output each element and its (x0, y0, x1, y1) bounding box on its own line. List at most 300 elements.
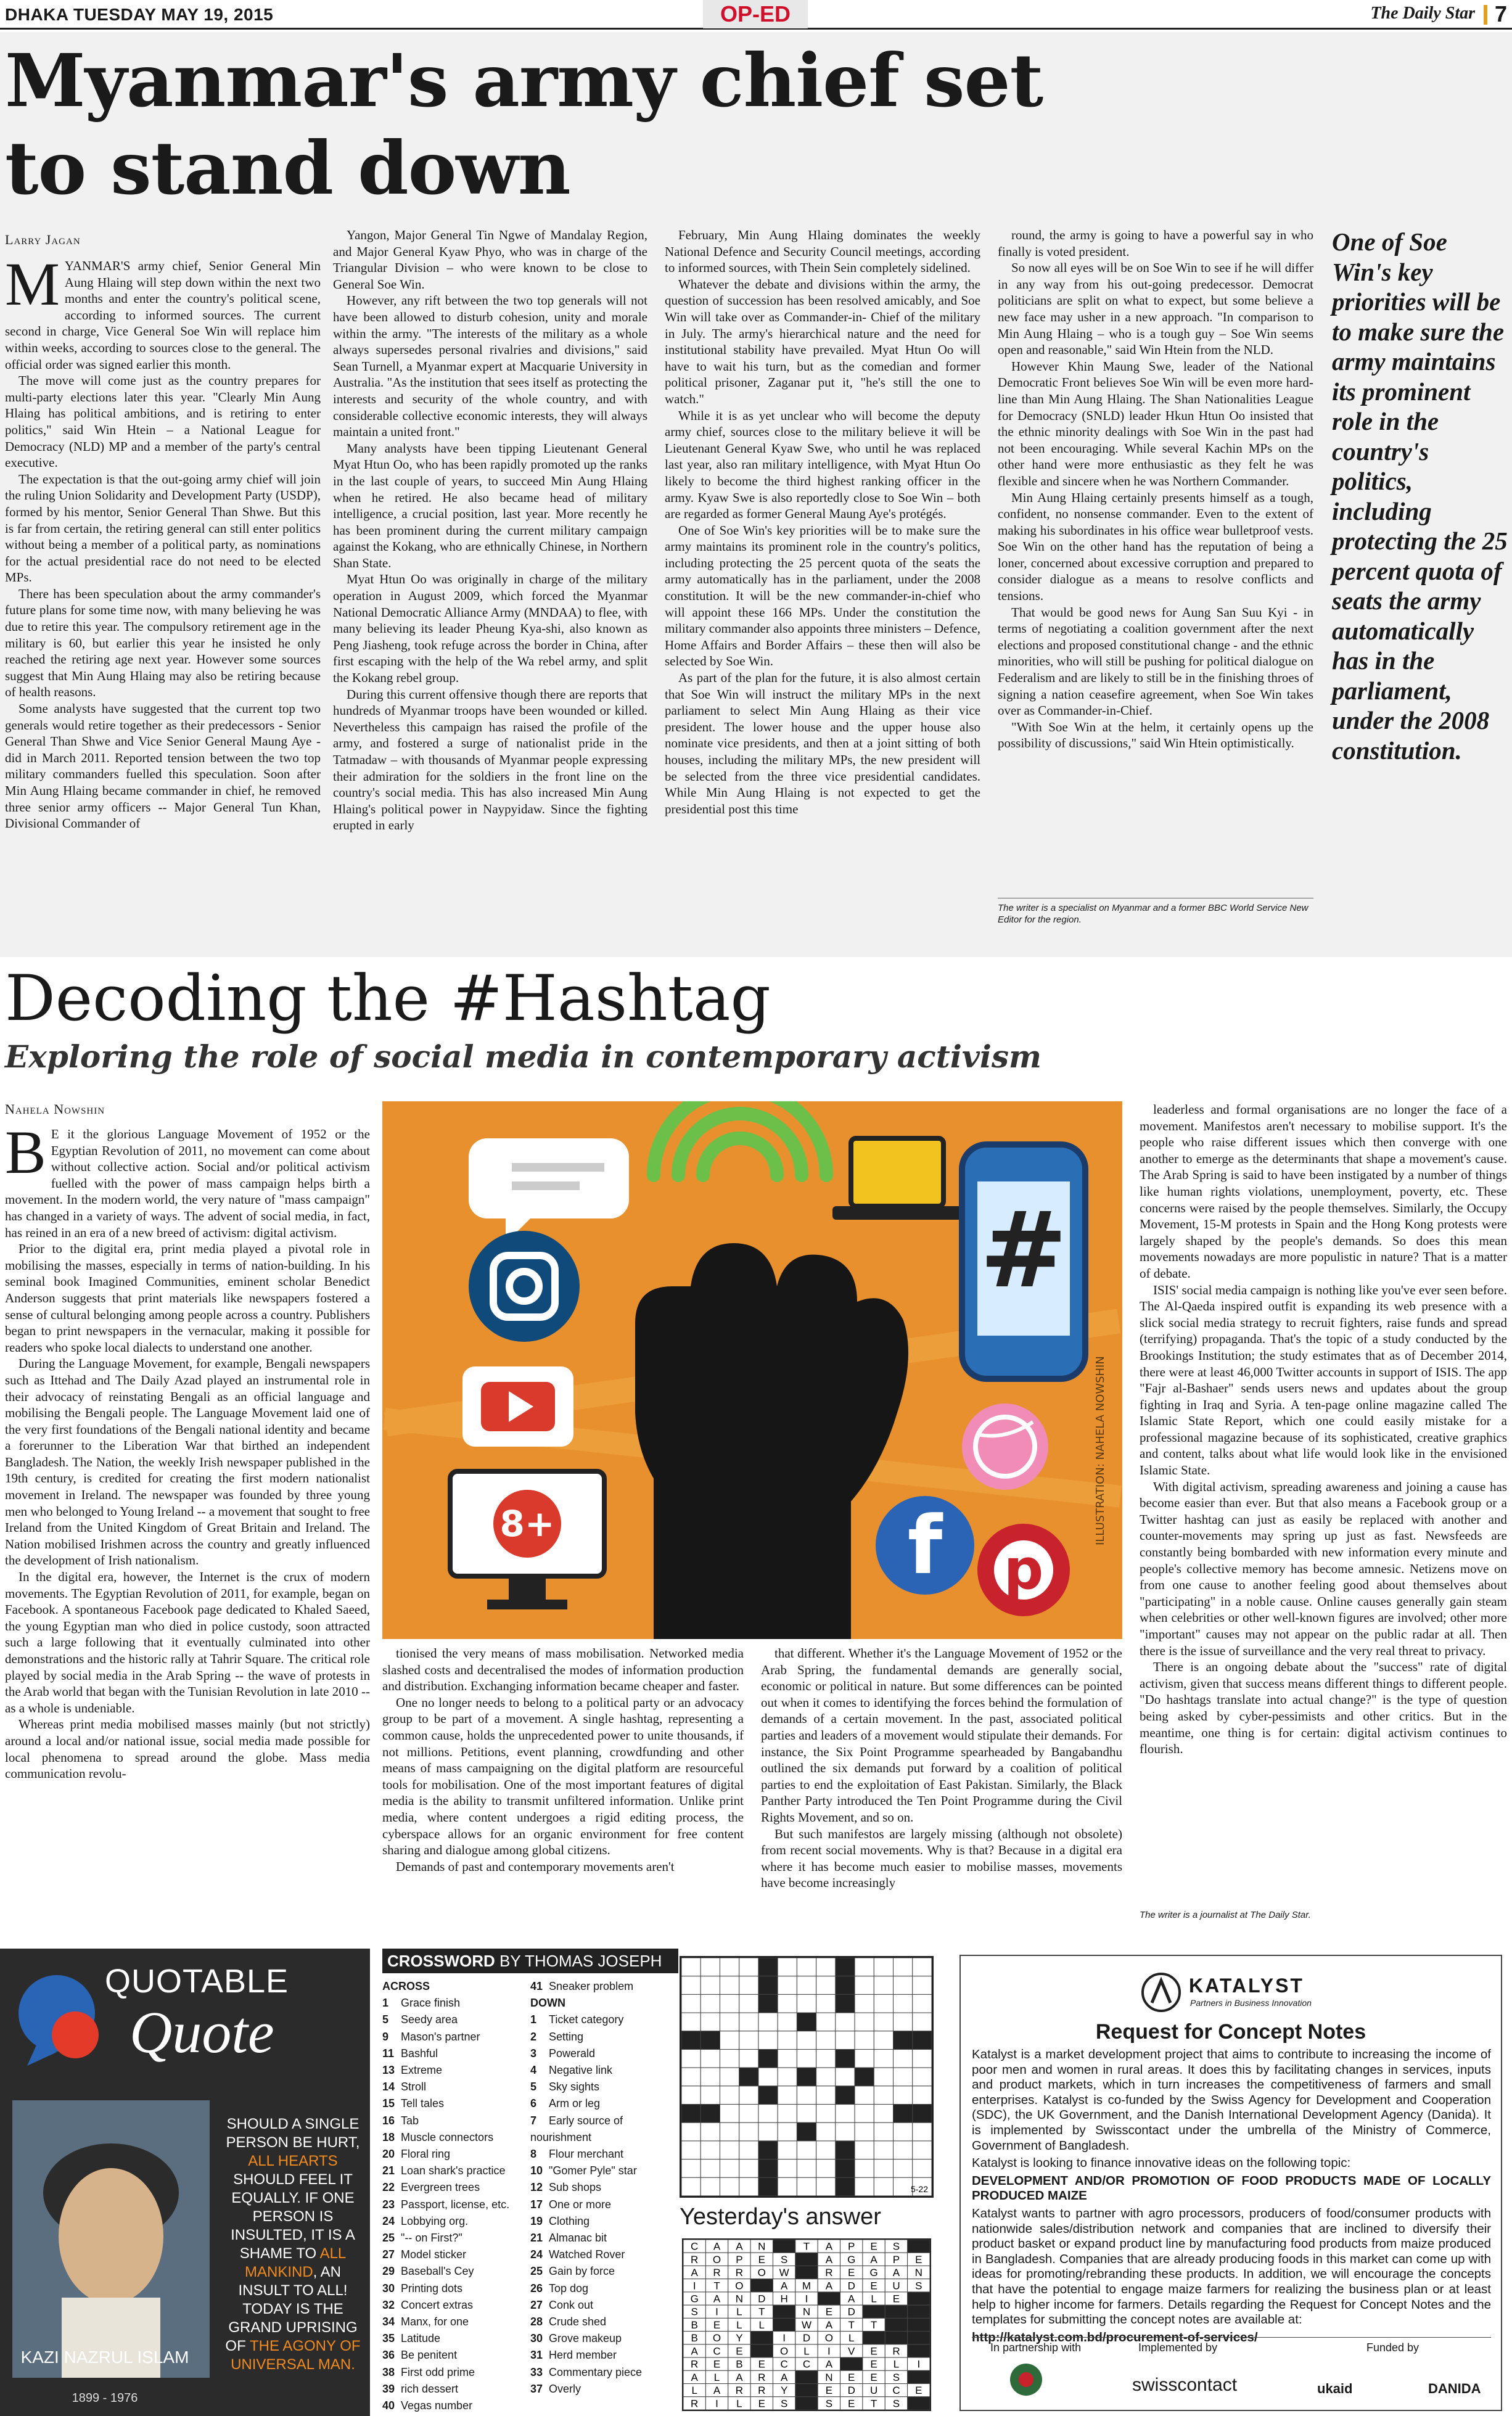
answer-cell (908, 2344, 930, 2357)
grid-cell[interactable] (816, 2068, 836, 2086)
grid-cell[interactable] (913, 2141, 932, 2159)
paragraph: Yangon, Major General Tin Ngwe of Mandalay Region, and Major General Kyaw Phyo, who was in charge of the Triangular Division – who were known to be close to General Soe Win. (333, 228, 647, 292)
answer-cell (750, 2344, 773, 2357)
paragraph: Demands of past and contemporary movements aren't (396, 1859, 675, 1874)
answer-letter: A (691, 2345, 698, 2357)
grid-cell[interactable] (778, 1958, 797, 1976)
clue: 2 Setting (530, 2029, 672, 2045)
clue-number: 6 (530, 2097, 537, 2110)
paragraph: Some analysts have suggested that the current top two generals would retire together as their predecessors - Senior General Than Shwe and Vice Senior General Maung Aye - did in March 2011. Reported tension between the two top military commanders fuelled this speculation. Soon after Min Aung Hlaing became commander in chief, he removed three senior army officers -- Major General Tun Khan, Divisional Commander of (5, 701, 321, 831)
grid-cell[interactable] (855, 2177, 874, 2196)
grid-cell (739, 2068, 758, 2086)
grid-cell[interactable] (701, 2086, 720, 2105)
grid-cell[interactable] (720, 2105, 739, 2123)
quote-text (222, 2115, 364, 2374)
answer-letter: E (848, 2398, 855, 2410)
grid-cell[interactable] (874, 2177, 893, 2196)
article1-col1 (5, 258, 321, 926)
grid-cell[interactable] (797, 1958, 816, 1976)
clue: 20 Floral ring (382, 2146, 524, 2163)
grid-cell[interactable] (836, 2122, 855, 2141)
answer-letter: C (780, 2358, 788, 2370)
clue: 30 Grove makeup (530, 2330, 672, 2347)
grid-cell[interactable] (797, 1976, 816, 1995)
grid-cell[interactable] (739, 2105, 758, 2123)
answer-cell (795, 2370, 818, 2383)
paragraph: MYANMAR'S army chief, Senior General Min Aung Hlaing will step down within the next two months and enter the country's political scene, according to informed sources. The current second in charge, Vice General Soe Win will replace him within weeks, according to sources close to the general. The official order was signed earlier this month. (5, 258, 321, 372)
paragraph: However, any rift between the two top generals will not have been allowed to disturb cohesion, unity and morale within the army. "The interests of the military as a whole always supersedes personal rivalries and divisions," said Sean Turnell, a Myanmar expert at Macquarie University in Australia. "As the institution that sees itself as protecting the interests and security of the whole country, and with considerable collective economic interests, they will always maintain a united front." (333, 293, 647, 440)
answer-letter: R (713, 2267, 721, 2279)
bangladesh-govt-logo (1009, 2362, 1043, 2397)
clue-number: 5 (530, 2081, 537, 2093)
grid-cell (913, 2105, 932, 2123)
grid-cell[interactable] (913, 2159, 932, 2178)
answer-letter: A (713, 2293, 721, 2305)
grid-cell[interactable] (816, 1958, 836, 1976)
svg-text:#: # (979, 1190, 1068, 1312)
grid-cell[interactable] (894, 2177, 913, 2196)
grid-cell[interactable] (913, 2068, 932, 2086)
grid-cell[interactable] (816, 2122, 836, 2141)
grid-cell[interactable] (874, 2049, 893, 2068)
paragraph: leaderless and formal organisations are no longer the face of a movement. Manifestos aren't necessary to mobilise support. It's the people who raise different issues which then converge with one another to emerge as the determinants that shape a movement's cause. The Arab Spring is said to have been instigated by a number of things like human rights violations, unemployment, poverty, etc. These concerns were raised by the people themselves. Similarly, the Occupy Movement, 15-M protests in Spain and the Hong Kong protests were largely shaped by the people's demands. So does this mean movements nowadays are more populistic in nature? That is a matter of debate. (1140, 1102, 1507, 1281)
grid-cell[interactable] (913, 1958, 932, 1976)
grid-cell[interactable] (797, 2177, 816, 2196)
grid-cell[interactable] (913, 2049, 932, 2068)
swisscontact-logo: swisscontact (1132, 2375, 1238, 2395)
clue: 30 Printing dots (382, 2280, 524, 2297)
grid-cell[interactable] (874, 1976, 893, 1995)
grid-cell[interactable] (816, 2105, 836, 2123)
grid-cell[interactable] (855, 2049, 874, 2068)
grid-cell[interactable] (739, 2177, 758, 2196)
grid-cell[interactable] (778, 2049, 797, 2068)
grid-cell (836, 2086, 855, 2105)
answer-letter: D (847, 2306, 855, 2318)
grid-cell (681, 2105, 701, 2123)
grid-cell[interactable] (720, 1994, 739, 2013)
katalyst-body (972, 2047, 1491, 2348)
grid-cell[interactable] (720, 2159, 739, 2178)
grid-cell[interactable] (681, 1976, 701, 1995)
grid-cell[interactable] (778, 2122, 797, 2141)
katalyst-logo-mark (1140, 1972, 1183, 2013)
grid-cell[interactable] (739, 2049, 758, 2068)
grid-cell[interactable] (894, 2159, 913, 2178)
quote-segment: SHOULD FEEL IT EQUALLY. IF ONE PERSON IS INSULTED, IT IS A SHAME TO (231, 2171, 355, 2262)
clue: 26 Top dog (530, 2280, 672, 2297)
svg-text:p: p (1003, 1537, 1044, 1602)
grid-cell[interactable] (855, 2086, 874, 2105)
clue-number: 10 (530, 2164, 543, 2177)
clue-number: 5 (382, 2013, 389, 2026)
grid-cell[interactable] (855, 1994, 874, 2013)
paragraph: One of Soe Win's key priorities will be to make sure the army maintains its prominent role in the country's politics, including protecting the 25 percent quota of the seats the army automatically has in the parliament, under the 2008 constitution. It will be the new commander-in-chief who will appoint these 166 MPs. Under the constitution the military commander also appoints three ministers – Defence, Home Affairs and Border Affairs – these then will also be selected by Soe Win. (665, 522, 980, 669)
quotable-title: QUOTABLE (105, 1963, 289, 2000)
grid-cell[interactable] (701, 2013, 720, 2031)
illustration-credit: ILLUSTRATION: NAHELA NOWSHIN (1094, 1356, 1107, 1545)
clue-number: 37 (530, 2382, 543, 2395)
grid-cell (758, 2049, 778, 2068)
grid-cell[interactable] (913, 1976, 932, 1995)
grid-cell[interactable] (913, 2122, 932, 2141)
grid-cell[interactable] (720, 2086, 739, 2105)
clue-number: 21 (530, 2232, 543, 2245)
answer-letter: R (758, 2371, 766, 2383)
katalyst-title: Request for Concept Notes (1095, 2020, 1366, 2044)
grid-cell[interactable] (855, 2122, 874, 2141)
paragraph: One no longer needs to belong to a political party or an advocacy group to be part of a movement. A single hashtag, representing a common cause, holds the unprecedented power to unite thousands, if not millions. Petitions, event planning, crowdfunding and other means of mass campaigning on the digital platform are resourceful tools for mobilisation. One of the most important features of digital media is the ability to transmit unfiltered information. Unlike print media, where content undergoes a rigid editing process, the cyberspace allows for an organic environment for free content sharing and dialogue among global citizens. (382, 1695, 744, 1858)
grid-cell[interactable] (758, 2122, 778, 2141)
grid-cell[interactable] (681, 2141, 701, 2159)
grid-cell[interactable] (797, 2031, 816, 2050)
illustration-svg (382, 1101, 1122, 1639)
answer-cell (840, 2357, 863, 2370)
grid-cell[interactable] (855, 1958, 874, 1976)
answer-letter: S (780, 2398, 788, 2410)
answer-letter: I (783, 2332, 786, 2344)
grid-cell[interactable] (894, 2086, 913, 2105)
grid-cell[interactable] (681, 2177, 701, 2196)
answer-cell (750, 2332, 773, 2344)
grid-cell[interactable] (778, 2013, 797, 2031)
clue-number: 7 (530, 2114, 537, 2127)
paragraph: that different. Whether it's the Language Movement of 1952 or the Arab Spring, the fundamental demands are generally social, economic or political in nature. But some differences can be pointed out when it comes to identifying the forces behind the formulation of demands of a certain movement. In the past, associated political parties and leaders of a movement would stipulate their demands. For instance, the Six Point Programme spearheaded by Bangabandhu outlined the six demands put forward by a coalition of political parties to end the exploitation of East Pakistan. Similarly, the Black Panther Party introduced the Ten Point Programme during the Civil Rights Movement, and so on. (761, 1646, 1122, 1825)
answer-letter: C (892, 2385, 900, 2397)
clue: 11 Bashful (382, 2045, 524, 2062)
grid-cell[interactable] (894, 1958, 913, 1976)
clue-number: 1 (530, 2013, 537, 2026)
grid-cell[interactable] (855, 2141, 874, 2159)
clue-number: 22 (382, 2181, 395, 2194)
grid-cell[interactable] (816, 2141, 836, 2159)
answer-letter: G (690, 2293, 699, 2305)
answer-letter: A (691, 2267, 698, 2279)
grid-cell (758, 1994, 778, 2013)
crossword-grid[interactable] (680, 1956, 934, 2198)
grid-cell[interactable] (778, 2177, 797, 2196)
clue: 13 Extreme (382, 2062, 524, 2079)
quote-highlight: ALL HEARTS (248, 2153, 338, 2169)
answer-letter: D (802, 2332, 811, 2344)
grid-cell[interactable] (701, 2068, 720, 2086)
yesterday-answer-svg (683, 2240, 930, 2410)
quotable-quote-box (0, 1949, 370, 2416)
grid-cell[interactable] (778, 2105, 797, 2123)
grid-cell[interactable] (874, 2068, 893, 2086)
grid-cell (758, 2159, 778, 2178)
answer-letter: E (713, 2319, 721, 2331)
article2-headline: Decoding the #Hashtag (5, 962, 771, 1035)
answer-letter: I (715, 2398, 718, 2410)
paragraph: February, Min Aung Hlaing dominates the weekly National Defence and Security Council meetings, according to informed sources, with Thein Sein completely sidelined. (665, 228, 980, 276)
grid-cell[interactable] (816, 2159, 836, 2178)
clue-number: 1 (382, 1997, 389, 2010)
grid-cell[interactable] (913, 2013, 932, 2031)
answer-letter: T (758, 2306, 765, 2318)
clue-number: 9 (382, 2030, 389, 2043)
grid-cell[interactable] (720, 2122, 739, 2141)
grid-cell[interactable] (894, 2049, 913, 2068)
katalyst-logo (1140, 1970, 1331, 2015)
grid-cell[interactable] (758, 2013, 778, 2031)
grid-cell[interactable] (874, 2013, 893, 2031)
answer-letter: I (805, 2293, 808, 2305)
answer-letter: Y (780, 2385, 788, 2397)
answer-letter: I (917, 2358, 921, 2370)
grid-cell[interactable] (816, 1994, 836, 2013)
grid-cell[interactable] (874, 2122, 893, 2141)
answer-cell (773, 2240, 795, 2253)
answer-letter: B (736, 2358, 743, 2370)
clue: 37 Overly (530, 2381, 672, 2398)
clue: 27 Conk out (530, 2297, 672, 2314)
grid-cell[interactable] (739, 2141, 758, 2159)
grid-cell[interactable] (681, 2122, 701, 2141)
grid-cell[interactable] (797, 2141, 816, 2159)
grid-cell[interactable] (701, 1976, 720, 1995)
grid-cell[interactable] (816, 2013, 836, 2031)
grid-cell[interactable] (855, 2105, 874, 2123)
grid-cell[interactable] (797, 2159, 816, 2178)
answer-letter: S (892, 2398, 900, 2410)
article2-col3 (761, 1645, 1122, 1921)
grid-cell[interactable] (778, 2086, 797, 2105)
grid-cell[interactable] (701, 2141, 720, 2159)
clue-number: 30 (382, 2282, 395, 2295)
clue-number: 4 (530, 2064, 537, 2077)
answer-letter: L (736, 2319, 742, 2331)
grid-cell[interactable] (913, 1994, 932, 2013)
grid-cell (701, 2105, 720, 2123)
answer-cell (773, 2318, 795, 2331)
katalyst-para-3: Katalyst wants to partner with agro processors, producers of food/consumer products with nationwide sales/distribution network and companies that are inclined to diversify their product basket or expand product line by manufacturing food products from maize produced in Bangladesh. Companies that are already producing foods in this market can come up with ideas for promoting/rebranding these products. In addition, we will encourage the concepts that have the potential to engage maize farmers for realizing the business plan or at least help to higher income for farmers. Details regarding the Request for Concept Notes and the templates for submitting the concept notes are available at: (972, 2206, 1491, 2327)
grid-cell[interactable] (681, 1958, 701, 1976)
portrait-illustration (12, 2100, 210, 2378)
article1-headline: Myanmar's army chief set to stand down (5, 38, 1043, 211)
answer-letter: I (715, 2306, 718, 2318)
partnership-label: In partnership with (990, 2341, 1082, 2354)
answer-letter: T (848, 2319, 855, 2331)
answer-letter: S (892, 2240, 900, 2253)
grid-cell[interactable] (797, 2086, 816, 2105)
grid-cell[interactable] (913, 2086, 932, 2105)
clue: 5 Seedy area (382, 2011, 524, 2028)
clue: 8 Flour merchant (530, 2146, 672, 2163)
instagram-icon (469, 1231, 580, 1342)
grid-cell[interactable] (894, 2141, 913, 2159)
grid-cell[interactable] (778, 2141, 797, 2159)
answer-letter: N (802, 2306, 811, 2318)
answer-letter: L (848, 2332, 855, 2344)
grid-cell[interactable] (739, 2159, 758, 2178)
grid-cell[interactable] (778, 1994, 797, 2013)
grid-cell[interactable] (701, 2159, 720, 2178)
answer-letter: E (758, 2358, 765, 2370)
clue-number: 33 (530, 2365, 543, 2378)
grid-cell[interactable] (874, 2159, 893, 2178)
answer-letter: S (915, 2280, 922, 2292)
answer-letter: N (914, 2267, 922, 2279)
clue: 1 Grace finish (382, 1995, 524, 2011)
masthead (0, 0, 1512, 30)
grid-cell[interactable] (739, 1994, 758, 2013)
clue: 25 Gain by force (530, 2263, 672, 2280)
grid-cell[interactable] (874, 2141, 893, 2159)
answer-letter: E (870, 2345, 877, 2357)
clue: 4 Negative link (530, 2062, 672, 2079)
grid-cell[interactable] (894, 1976, 913, 1995)
quote-segment: SHOULD A SINGLE PERSON BE HURT, (226, 2116, 360, 2151)
katalyst-para-2: Katalyst is looking to finance innovative ideas on the following topic: (972, 2156, 1351, 2171)
clue: 5 Sky sights (530, 2079, 672, 2095)
phone-icon (962, 1144, 1085, 1379)
grid-cell[interactable] (778, 2031, 797, 2050)
grid-cell (758, 2086, 778, 2105)
grid-cell[interactable] (778, 1976, 797, 1995)
grid-cell[interactable] (681, 1994, 701, 2013)
grid-cell[interactable] (797, 1994, 816, 2013)
grid-cell[interactable] (701, 2049, 720, 2068)
grid-cell[interactable] (836, 2068, 855, 2086)
answer-letter: R (691, 2253, 699, 2266)
grid-cell[interactable] (894, 1994, 913, 2013)
grid-cell[interactable] (681, 2068, 701, 2086)
grid-cell[interactable] (739, 2031, 758, 2050)
answer-letter: O (780, 2345, 789, 2357)
grid-cell[interactable] (836, 2031, 855, 2050)
grid-cell[interactable] (681, 2086, 701, 2105)
grid-cell[interactable] (816, 1976, 836, 1995)
grid-cell[interactable] (778, 2159, 797, 2178)
grid-cell[interactable] (836, 2105, 855, 2123)
grid-cell[interactable] (855, 2031, 874, 2050)
grid-cell[interactable] (758, 2068, 778, 2086)
grid-cell[interactable] (874, 1958, 893, 1976)
grid-cell[interactable] (701, 1994, 720, 2013)
answer-letter: E (825, 2385, 833, 2397)
grid-cell[interactable] (739, 1976, 758, 1995)
svg-text:8+: 8+ (499, 1503, 555, 1545)
grid-cell[interactable] (720, 2031, 739, 2050)
katalyst-para-1: Katalyst is a market development project that aims to contribute to increasing the income of poor men and women in rural areas. It does this by facilitating changes in services, inputs and product markets, which in turn increases the competitiveness of farmers and small enterprises. Katalyst is co-funded by the Swiss Agency for Development and Cooperation (SDC), the UK Government, and the Danish International Development Agency (Danida). It is implemented by Swisscontact under the umbrella of the Ministry of Commerce, Government of Bangladesh. (972, 2047, 1491, 2153)
grid-cell (681, 2031, 701, 2050)
grid-cell[interactable] (739, 1958, 758, 1976)
clue-number: 3 (530, 2047, 537, 2060)
grid-cell[interactable] (701, 1958, 720, 1976)
answer-cell (863, 2305, 885, 2318)
grid-cell (836, 2159, 855, 2178)
grid-cell[interactable] (894, 2013, 913, 2031)
grid-cell[interactable] (758, 2105, 778, 2123)
grid-cell[interactable] (797, 2049, 816, 2068)
paragraph: The expectation is that the out-going army chief will join the ruling Union Solidarity and Development Party (USDP), formed by his mentor, Senior General Than Shwe. But this is far from certain, the retiring general can still enter politics without being a member of a political party, as nominations for the actual presidential race do not need to be elected MPs. (5, 471, 321, 585)
grid-cell[interactable] (720, 1976, 739, 1995)
answer-letter: D (847, 2280, 855, 2292)
answer-letter: R (892, 2345, 900, 2357)
grid-cell[interactable] (816, 2086, 836, 2105)
answer-cell (795, 2266, 818, 2278)
answer-letter: T (870, 2398, 877, 2410)
clue: 22 Evergreen trees (382, 2179, 524, 2196)
answer-letter: A (780, 2280, 788, 2292)
grid-cell[interactable] (739, 2013, 758, 2031)
quote-author-years: 1899 - 1976 (72, 2391, 138, 2405)
grid-cell[interactable] (720, 2049, 739, 2068)
grid-cell[interactable] (720, 2141, 739, 2159)
grid-cell[interactable] (894, 2068, 913, 2086)
grid-cell[interactable] (739, 2086, 758, 2105)
quote-author-name: KAZI NAZRUL ISLAM (20, 2348, 189, 2367)
answer-letter: S (892, 2371, 900, 2383)
paragraph: Prior to the digital era, print media played a pivotal role in mobilising the masses, especially in terms of nation-building. In his seminal book Imagined Communities, eminent scholar Benedict Anderson suggests that print materials like newspapers fostered a sense of cultural belonging among people across a country. Publishers began to print newspapers in the vernacular, making it possible for readers who spoke local dialects to understand one another. (5, 1241, 370, 1355)
grid-cell[interactable] (681, 2013, 701, 2031)
laptop-icon (832, 1138, 962, 1220)
answer-letter: E (870, 2358, 877, 2370)
grid-cell (836, 1958, 855, 1976)
grid-cell[interactable] (874, 2031, 893, 2050)
grid-cell[interactable] (720, 2068, 739, 2086)
grid-cell[interactable] (816, 2177, 836, 2196)
grid-cell[interactable] (701, 2177, 720, 2196)
answer-letter: A (691, 2371, 698, 2383)
grid-cell[interactable] (816, 2031, 836, 2050)
grid-cell[interactable] (720, 2013, 739, 2031)
clue-number: 2 (530, 2030, 537, 2043)
grid-cell[interactable] (855, 2013, 874, 2031)
answer-letter: A (825, 2253, 833, 2266)
grid-cell[interactable] (836, 2013, 855, 2031)
grid-cell[interactable] (874, 2105, 893, 2123)
quote-highlight: ALL MANKIND (244, 2245, 347, 2280)
answer-letter: A (848, 2293, 855, 2305)
answer-letter: S (825, 2398, 833, 2410)
grid-cell[interactable] (681, 2159, 701, 2178)
answer-letter: E (758, 2253, 765, 2266)
clue: 27 Model sticker (382, 2246, 524, 2263)
clue-number: 27 (382, 2248, 395, 2261)
grid-cell[interactable] (855, 2159, 874, 2178)
clue-number: 24 (530, 2248, 543, 2261)
answer-letter: P (892, 2253, 900, 2266)
grid-cell[interactable] (874, 2086, 893, 2105)
answer-letter: A (825, 2280, 833, 2292)
grid-cell[interactable] (797, 2105, 816, 2123)
katalyst-url[interactable]: http://katalyst.com.bd/procurement-of-services/ (972, 2330, 1258, 2344)
clue-number: 36 (382, 2349, 395, 2362)
grid-cell[interactable] (778, 2068, 797, 2086)
grid-cell[interactable] (720, 1958, 739, 1976)
grid-cell[interactable] (855, 1976, 874, 1995)
grid-cell[interactable] (894, 2122, 913, 2141)
grid-cell[interactable] (739, 2122, 758, 2141)
article2-subhead: Exploring the role of social media in contemporary activism (5, 1038, 1042, 1075)
grid-cell[interactable] (701, 2122, 720, 2141)
grid-cell[interactable] (758, 2031, 778, 2050)
grid-cell[interactable] (720, 2177, 739, 2196)
grid-cell[interactable] (681, 2049, 701, 2068)
answer-letter: T (803, 2240, 810, 2253)
answer-cell (795, 2384, 818, 2397)
answer-letter: W (801, 2319, 812, 2331)
clue: 33 Commentary piece (530, 2364, 672, 2381)
clue: 18 Muscle connectors (382, 2129, 524, 2146)
article2-col1 (5, 1126, 370, 1921)
grid-cell[interactable] (816, 2049, 836, 2068)
grid-cell[interactable] (874, 1994, 893, 2013)
answer-letter: L (713, 2371, 720, 2383)
page-number: 7 (1494, 1, 1507, 27)
